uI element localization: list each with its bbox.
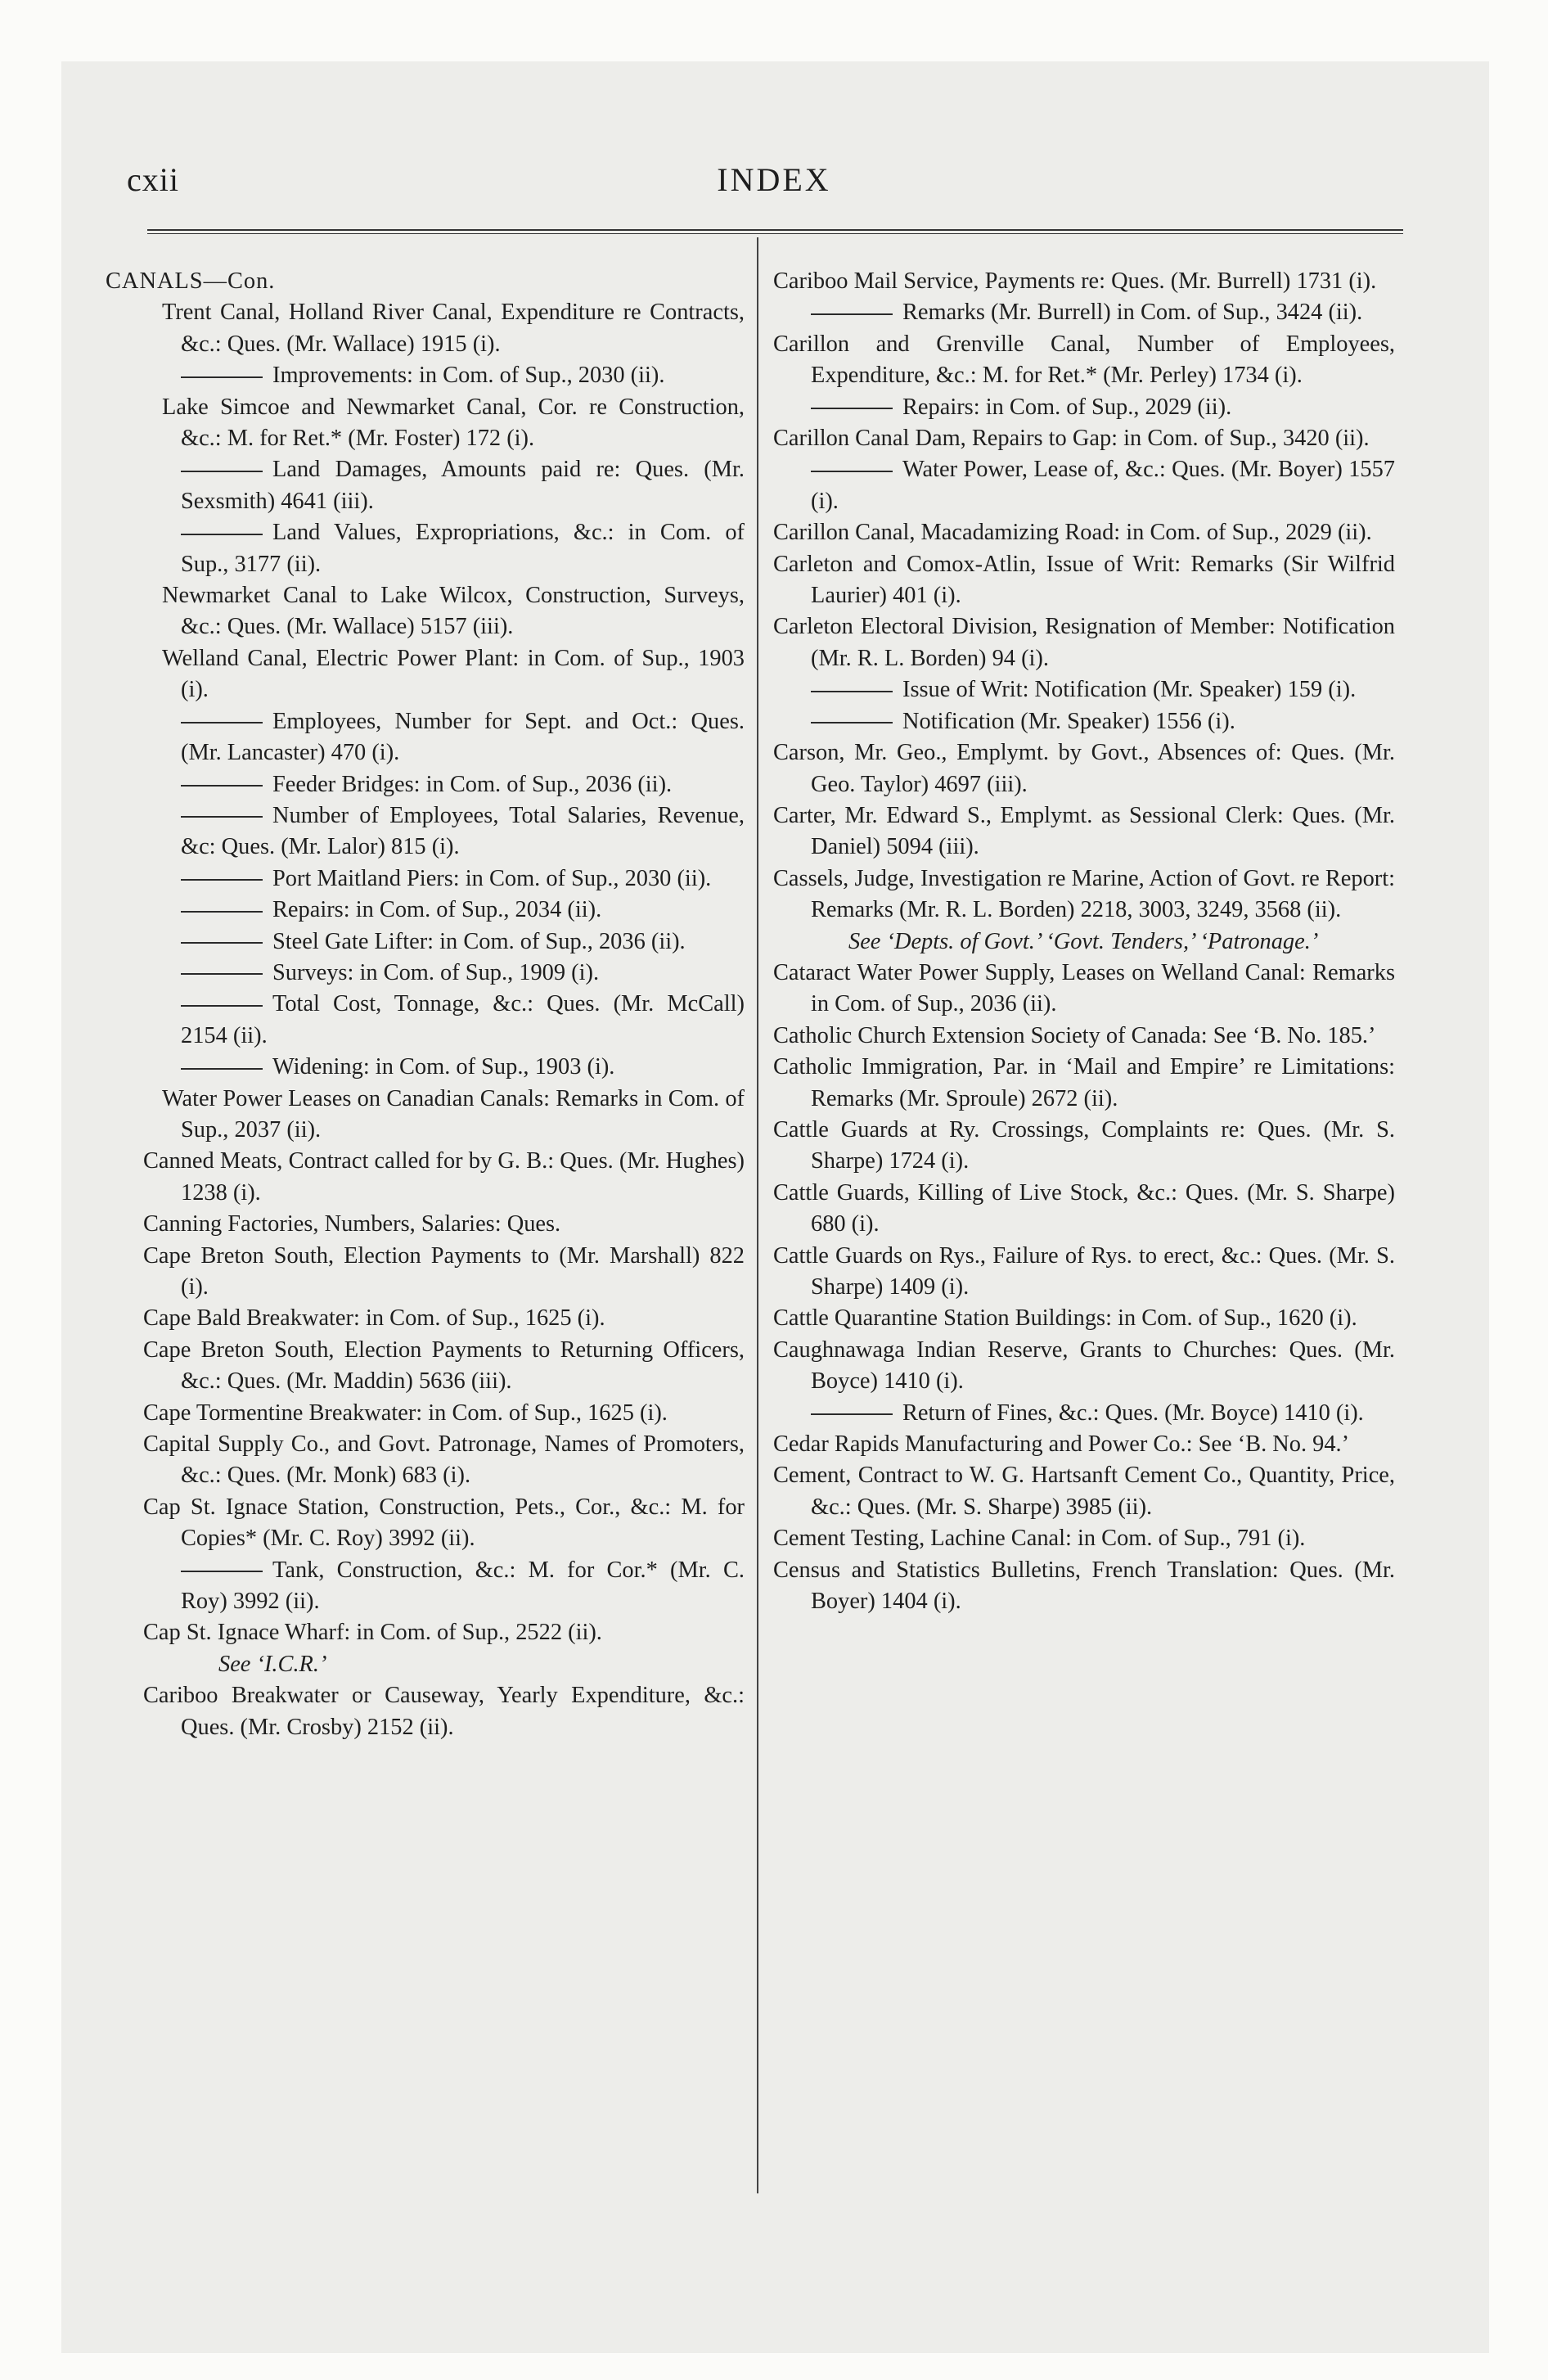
index-column-right (773, 266, 1395, 1617)
index-entry: Carillon and Grenville Canal, Number of Employees, Expenditure, &c.: M. for Ret.* (Mr. Perley) 1734 (i). (773, 331, 1395, 389)
page-number: cxii (127, 161, 179, 198)
index-entry: Carson, Mr. Geo., Emplymt. by Govt., Absences of: Ques. (Mr. Geo. Taylor) 4697 (iii). (773, 740, 1395, 797)
index-subheading-entry: Newmarket Canal to Lake Wilcox, Construction, Surveys, &c.: Ques. (Mr. Wallace) 5157 (iii). (162, 583, 745, 640)
index-entry: Carleton Electoral Division, Resignation of Member: Notification (Mr. R. L. Borden) 94 (i). (773, 614, 1395, 671)
see-also-reference: See ‘Depts. of Govt.’ ‘Govt. Tenders,’ ‘Patronage.’ (848, 928, 1319, 954)
index-entry: Cariboo Mail Service, Payments re: Ques. (Mr. Burrell) 1731 (i). (773, 268, 1377, 294)
index-subentry: Remarks (Mr. Burrell) in Com. of Sup., 3424 (ii). (773, 297, 1395, 328)
index-subentry: Water Power, Lease of, &c.: Ques. (Mr. Boyer) 1557 (i). (773, 454, 1395, 517)
index-subentry: Improvements: in Com. of Sup., 2030 (ii). (143, 360, 745, 391)
index-entry: Cape Bald Breakwater: in Com. of Sup., 1625 (i). (143, 1305, 605, 1332)
index-entry: Cape Tormentine Breakwater: in Com. of Sup., 1625 (i). (143, 1400, 668, 1426)
index-subentry: Feeder Bridges: in Com. of Sup., 2036 (ii). (143, 769, 745, 800)
index-subentry: Return of Fines, &c.: Ques. (Mr. Boyce) 1410 (i). (773, 1398, 1395, 1429)
index-entry: Census and Statistics Bulletins, French Translation: Ques. (Mr. Boyer) 1404 (i). (773, 1557, 1395, 1615)
index-subentry: Widening: in Com. of Sup., 1903 (i). (143, 1052, 745, 1083)
index-entry: Canned Meats, Contract called for by G. B.: Ques. (Mr. Hughes) 1238 (i). (143, 1148, 745, 1206)
index-subentry: Number of Employees, Total Salaries, Revenue, &c: Ques. (Mr. Lalor) 815 (i). (143, 800, 745, 863)
index-entry: Cataract Water Power Supply, Leases on Welland Canal: Remarks in Com. of Sup., 2036 (ii). (773, 959, 1395, 1017)
index-entry: Carillon Canal Dam, Repairs to Gap: in Com. of Sup., 3420 (ii). (773, 426, 1370, 452)
index-entry: Cap St. Ignace Wharf: in Com. of Sup., 2522 (ii). (143, 1620, 602, 1646)
index-subheading-entry: Lake Simcoe and Newmarket Canal, Cor. re Construction, &c.: M. for Ret.* (Mr. Foster) 172 (i). (162, 394, 745, 452)
index-entry: Carleton and Comox-Atlin, Issue of Writ: Remarks (Sir Wilfrid Laurier) 401 (i). (773, 551, 1395, 609)
index-subheading-entry: Trent Canal, Holland River Canal, Expenditure re Contracts, &c.: Ques. (Mr. Wallace) 1915 (i). (162, 300, 745, 357)
index-column-left (106, 266, 745, 1743)
index-entry: Cement Testing, Lachine Canal: in Com. of Sup., 791 (i). (773, 1526, 1306, 1552)
column-divider (757, 237, 758, 2193)
index-subheading-entry: Water Power Leases on Canadian Canals: Remarks in Com. of Sup., 2037 (ii). (162, 1085, 745, 1143)
index-entry: Cape Breton South, Election Payments to Returning Officers, &c.: Ques. (Mr. Maddin) 5636 (iii). (143, 1336, 745, 1395)
index-entry: Catholic Church Extension Society of Canada: See ‘B. No. 185.’ (773, 1022, 1376, 1048)
index-entry: Carter, Mr. Edward S., Emplymt. as Sessional Clerk: Ques. (Mr. Daniel) 5094 (iii). (773, 802, 1395, 860)
index-entry: Cariboo Breakwater or Causeway, Yearly Expenditure, &c.: Ques. (Mr. Crosby) 2152 (ii). (143, 1683, 745, 1740)
index-entry: Cement, Contract to W. G. Hartsanft Cement Co., Quantity, Price, &c.: Ques. (Mr. S. Sharpe) 3985 (ii). (773, 1463, 1395, 1520)
index-entry: Cattle Guards, Killing of Live Stock, &c.: Ques. (Mr. S. Sharpe) 680 (i). (773, 1179, 1395, 1237)
index-subentry: Surveys: in Com. of Sup., 1909 (i). (143, 958, 745, 989)
index-entry: Cap St. Ignace Station, Construction, Pets., Cor., &c.: M. for Copies* (Mr. C. Roy) 3992 (ii). (143, 1494, 745, 1552)
index-subentry: Notification (Mr. Speaker) 1556 (i). (773, 706, 1395, 737)
section-heading: CANALS—Con. (106, 268, 276, 294)
index-entry: Caughnawaga Indian Reserve, Grants to Churches: Ques. (Mr. Boyce) 1410 (i). (773, 1336, 1395, 1395)
index-subentry: Land Damages, Amounts paid re: Ques. (Mr. Sexsmith) 4641 (iii). (143, 454, 745, 517)
index-subheading-entry: Welland Canal, Electric Power Plant: in Com. of Sup., 1903 (i). (162, 645, 745, 703)
index-entry: Cedar Rapids Manufacturing and Power Co.: See ‘B. No. 94.’ (773, 1431, 1350, 1458)
index-subentry: Employees, Number for Sept. and Oct.: Ques. (Mr. Lancaster) 470 (i). (143, 706, 745, 769)
index-entry: Canning Factories, Numbers, Salaries: Ques. (143, 1211, 561, 1237)
index-entry: Cassels, Judge, Investigation re Marine, Action of Govt. re Report: Remarks (Mr. R. L. Borden) 2218, 3003, 3249, 3568 (ii). (773, 865, 1395, 923)
index-entry: Cattle Guards on Rys., Failure of Rys. to erect, &c.: Ques. (Mr. S. Sharpe) 1409 (i). (773, 1242, 1395, 1300)
index-entry: Cattle Guards at Ry. Crossings, Complaints re: Ques. (Mr. S. Sharpe) 1724 (i). (773, 1116, 1395, 1174)
index-subentry: Issue of Writ: Notification (Mr. Speaker) 159 (i). (773, 674, 1395, 705)
index-subentry: Land Values, Expropriations, &c.: in Com. of Sup., 3177 (ii). (143, 517, 745, 580)
index-entry: Cape Breton South, Election Payments to (Mr. Marshall) 822 (i). (143, 1242, 745, 1300)
index-subentry: Tank, Construction, &c.: M. for Cor.* (Mr. C. Roy) 3992 (ii). (143, 1555, 745, 1618)
index-subentry: Steel Gate Lifter: in Com. of Sup., 2036 (ii). (143, 926, 745, 958)
header-rule (147, 229, 1403, 234)
see-also-reference: See ‘I.C.R.’ (218, 1651, 327, 1677)
index-subentry: Port Maitland Piers: in Com. of Sup., 2030 (ii). (143, 863, 745, 895)
index-entry: Catholic Immigration, Par. in ‘Mail and Empire’ re Limitations: Remarks (Mr. Sproule) 2672 (ii). (773, 1054, 1395, 1111)
index-subentry: Repairs: in Com. of Sup., 2029 (ii). (773, 392, 1395, 423)
index-entry: Cattle Quarantine Station Buildings: in Com. of Sup., 1620 (i). (773, 1305, 1357, 1332)
index-subentry: Repairs: in Com. of Sup., 2034 (ii). (143, 895, 745, 926)
index-entry: Carillon Canal, Macadamizing Road: in Com. of Sup., 2029 (ii). (773, 520, 1372, 546)
page-title: INDEX (717, 161, 831, 198)
index-entry: Capital Supply Co., and Govt. Patronage, Names of Promoters, &c.: Ques. (Mr. Monk) 683 (i). (143, 1431, 745, 1489)
index-subentry: Total Cost, Tonnage, &c.: Ques. (Mr. McCall) 2154 (ii). (143, 989, 745, 1052)
